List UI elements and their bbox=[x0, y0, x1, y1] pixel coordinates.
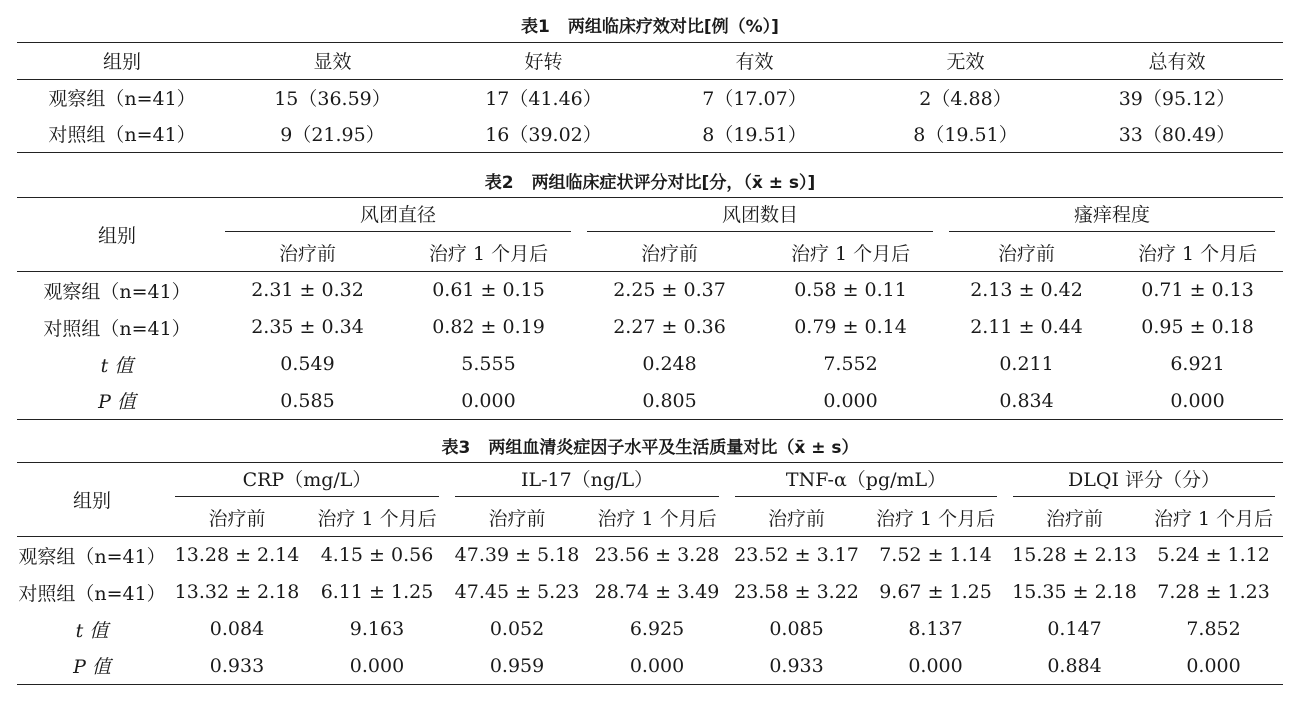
table-row bbox=[17, 272, 1283, 309]
table3-sub-header: 治疗 1 个月后 bbox=[597, 508, 717, 531]
table1-title: 两组临床疗效对比[例（%）] bbox=[567, 17, 779, 37]
table-cell: 7.52 ± 1.14 bbox=[879, 544, 992, 567]
table3-sub-header: 治疗前 bbox=[208, 508, 266, 531]
table-cell: 0.884 bbox=[1047, 654, 1102, 677]
table1-header-row bbox=[17, 43, 1283, 80]
table-cell: 4.15 ± 0.56 bbox=[320, 544, 434, 567]
table1-header: 好转 bbox=[524, 51, 563, 74]
table-cell: 9.163 bbox=[349, 618, 405, 640]
table1-header: 无效 bbox=[946, 51, 985, 74]
table-cell: 7（17.07） bbox=[702, 88, 807, 110]
table-cell: 0.585 bbox=[280, 389, 335, 412]
table-cell: 2.31 ± 0.32 bbox=[251, 279, 364, 302]
table3-group-row bbox=[17, 463, 1283, 500]
table-cell: 9（21.95） bbox=[280, 124, 385, 146]
table1-label: 表1 bbox=[521, 17, 550, 37]
table2-label: 表2 bbox=[484, 173, 514, 193]
table-cell: 33（80.49） bbox=[1118, 124, 1236, 146]
table-cell: 0.933 bbox=[209, 654, 265, 677]
table-cell: 0.000 bbox=[1186, 654, 1241, 677]
table-cell: 0.248 bbox=[642, 353, 697, 375]
table-cell: 2.11 ± 0.44 bbox=[970, 316, 1083, 338]
table2-col-group-label: 风团数目 bbox=[722, 204, 799, 227]
table-cell: 0.000 bbox=[823, 389, 878, 412]
table-cell: 13.32 ± 2.18 bbox=[174, 581, 300, 603]
table-cell: 2.13 ± 0.42 bbox=[970, 279, 1083, 302]
table-cell: 观察组（n=41） bbox=[18, 545, 166, 568]
table-cell: 0.000 bbox=[461, 389, 516, 412]
table-cell: 0.95 ± 0.18 bbox=[1141, 316, 1254, 338]
table-cell: 0.084 bbox=[209, 618, 265, 640]
table1-header: 有效 bbox=[735, 51, 774, 74]
table3-col-group-label: TNF-α（pg/mL） bbox=[785, 469, 947, 492]
table3-sub-header: 治疗 1 个月后 bbox=[875, 508, 996, 531]
table-cell: 0.805 bbox=[642, 389, 697, 412]
table-cell: 观察组（n=41） bbox=[43, 280, 191, 303]
table3-sub-header: 治疗 1 个月后 bbox=[1153, 508, 1274, 531]
table-row bbox=[17, 79, 1283, 116]
table-cell: 8（19.51） bbox=[913, 124, 1018, 146]
table-cell: 2.35 ± 0.34 bbox=[251, 316, 364, 338]
table2-sub-header: 治疗前 bbox=[278, 243, 336, 266]
table-row bbox=[17, 383, 1283, 420]
table3-sub-header-row bbox=[17, 500, 1283, 537]
table2-title: 两组临床症状评分对比[分，（x̄ ± s）] bbox=[531, 173, 816, 193]
table3-col-group-label: IL-17（ng/L） bbox=[520, 469, 654, 492]
table3-title: 两组血清炎症因子水平及生活质量对比（x̄ ± s） bbox=[488, 438, 859, 458]
table-cell: 5.555 bbox=[461, 353, 516, 375]
table-row bbox=[17, 537, 1283, 574]
table1-caption bbox=[0, 12, 1300, 37]
table-cell: 9.67 ± 1.25 bbox=[879, 581, 992, 603]
table3-col-group bbox=[447, 463, 727, 500]
table-cell: 0.834 bbox=[999, 389, 1054, 412]
table3-col-group-label: DLQI 评分（分） bbox=[1068, 469, 1221, 492]
table1-header: 组别 bbox=[102, 51, 141, 74]
table-cell: 对照组（n=41） bbox=[43, 317, 191, 340]
table-cell: 0.933 bbox=[769, 654, 824, 677]
table-cell: 23.56 ± 3.28 bbox=[594, 544, 720, 567]
table-cell: 对照组（n=41） bbox=[48, 124, 196, 146]
table2-caption bbox=[0, 168, 1300, 193]
table-cell: 0.052 bbox=[489, 618, 545, 640]
table-cell: 5.24 ± 1.12 bbox=[1157, 544, 1270, 567]
table-cell: 0.211 bbox=[999, 353, 1054, 375]
table3-col-group bbox=[167, 463, 447, 500]
table3-sub-header: 治疗前 bbox=[488, 508, 546, 531]
table-cell: 对照组（n=41） bbox=[18, 582, 166, 605]
table3-group-header: 组别 bbox=[17, 463, 167, 537]
table-cell: 23.52 ± 3.17 bbox=[734, 544, 859, 567]
table-cell: 28.74 ± 3.49 bbox=[594, 581, 720, 603]
table2-group-header: 组别 bbox=[17, 198, 217, 272]
table-cell: 7.28 ± 1.23 bbox=[1157, 581, 1270, 603]
table-row bbox=[17, 309, 1283, 346]
table-cell: P 值 bbox=[98, 391, 136, 414]
table3-label: 表3 bbox=[441, 438, 471, 458]
table-row bbox=[17, 648, 1283, 685]
table-cell: 2（4.88） bbox=[919, 88, 1012, 110]
table-cell: 13.28 ± 2.14 bbox=[174, 544, 300, 567]
table2-col-group bbox=[217, 198, 579, 235]
table2-sub-header: 治疗前 bbox=[641, 243, 699, 266]
table3 bbox=[17, 462, 1283, 685]
table2-sub-header: 治疗 1 个月后 bbox=[428, 243, 549, 266]
table3-sub-header: 治疗 1 个月后 bbox=[317, 508, 437, 531]
table-cell: 15（36.59） bbox=[274, 88, 391, 110]
table2-sub-header: 治疗前 bbox=[998, 243, 1056, 266]
table1-header: 显效 bbox=[313, 51, 352, 74]
table1 bbox=[17, 42, 1283, 153]
table3-caption bbox=[0, 433, 1300, 458]
table2-col-group bbox=[941, 198, 1283, 235]
table-cell: 0.000 bbox=[1170, 389, 1225, 412]
table-cell: 47.39 ± 5.18 bbox=[454, 544, 580, 567]
table-cell: 0.000 bbox=[349, 654, 405, 677]
table-cell: 16（39.02） bbox=[485, 124, 602, 146]
table-row bbox=[17, 116, 1283, 153]
table3-sub-header: 治疗前 bbox=[1046, 508, 1104, 531]
table-cell: 8（19.51） bbox=[702, 124, 807, 146]
table-cell: 0.000 bbox=[908, 654, 963, 677]
table-row bbox=[17, 574, 1283, 611]
table-cell: 0.61 ± 0.15 bbox=[432, 279, 545, 302]
table-cell: 0.085 bbox=[769, 618, 824, 640]
table-row bbox=[17, 346, 1283, 383]
table-cell: 6.921 bbox=[1170, 353, 1225, 375]
table2-col-group-label: 风团直径 bbox=[360, 204, 437, 227]
table-cell: 15.35 ± 2.18 bbox=[1012, 581, 1137, 603]
table-cell: 7.552 bbox=[823, 353, 878, 375]
table-cell: 6.11 ± 1.25 bbox=[320, 581, 434, 603]
table-cell: 17（41.46） bbox=[485, 88, 602, 110]
table-cell: 2.25 ± 0.37 bbox=[613, 279, 726, 302]
table-cell: 0.959 bbox=[489, 654, 545, 677]
table2 bbox=[17, 197, 1283, 420]
table2-sub-header: 治疗 1 个月后 bbox=[790, 243, 911, 266]
table-cell: 15.28 ± 2.13 bbox=[1012, 544, 1137, 567]
table2-col-group-label: 瘙痒程度 bbox=[1074, 204, 1151, 227]
table-cell: 0.82 ± 0.19 bbox=[432, 316, 545, 338]
table-cell: 0.147 bbox=[1047, 618, 1102, 640]
table2-sub-header: 治疗 1 个月后 bbox=[1137, 243, 1258, 266]
table2-group-row bbox=[17, 198, 1283, 235]
table-cell: 23.58 ± 3.22 bbox=[734, 581, 859, 603]
table-cell: 0.549 bbox=[280, 353, 335, 375]
table-cell: 0.58 ± 0.11 bbox=[794, 279, 907, 302]
table3-sub-header: 治疗前 bbox=[768, 508, 826, 531]
table-cell: 0.79 ± 0.14 bbox=[794, 316, 907, 338]
table-cell: 6.925 bbox=[629, 618, 685, 640]
table-cell: 39（95.12） bbox=[1118, 88, 1236, 110]
table2-col-group bbox=[579, 198, 941, 235]
table3-col-group bbox=[1005, 463, 1283, 500]
table1-header: 总有效 bbox=[1148, 51, 1206, 74]
table-cell: 2.27 ± 0.36 bbox=[613, 316, 726, 338]
table-cell: 47.45 ± 5.23 bbox=[454, 581, 580, 603]
table-cell: 0.71 ± 0.13 bbox=[1141, 279, 1254, 302]
table-cell: t 值 bbox=[75, 619, 109, 642]
table-cell: t 值 bbox=[100, 354, 134, 377]
table-cell: 观察组（n=41） bbox=[48, 88, 196, 110]
table3-col-group bbox=[727, 463, 1005, 500]
table3-col-group-label: CRP（mg/L） bbox=[242, 469, 372, 492]
table-cell: 8.137 bbox=[908, 618, 963, 640]
table-row bbox=[17, 611, 1283, 648]
table-cell: P 值 bbox=[73, 656, 111, 679]
table-cell: 0.000 bbox=[629, 654, 685, 677]
table-cell: 7.852 bbox=[1186, 618, 1241, 640]
